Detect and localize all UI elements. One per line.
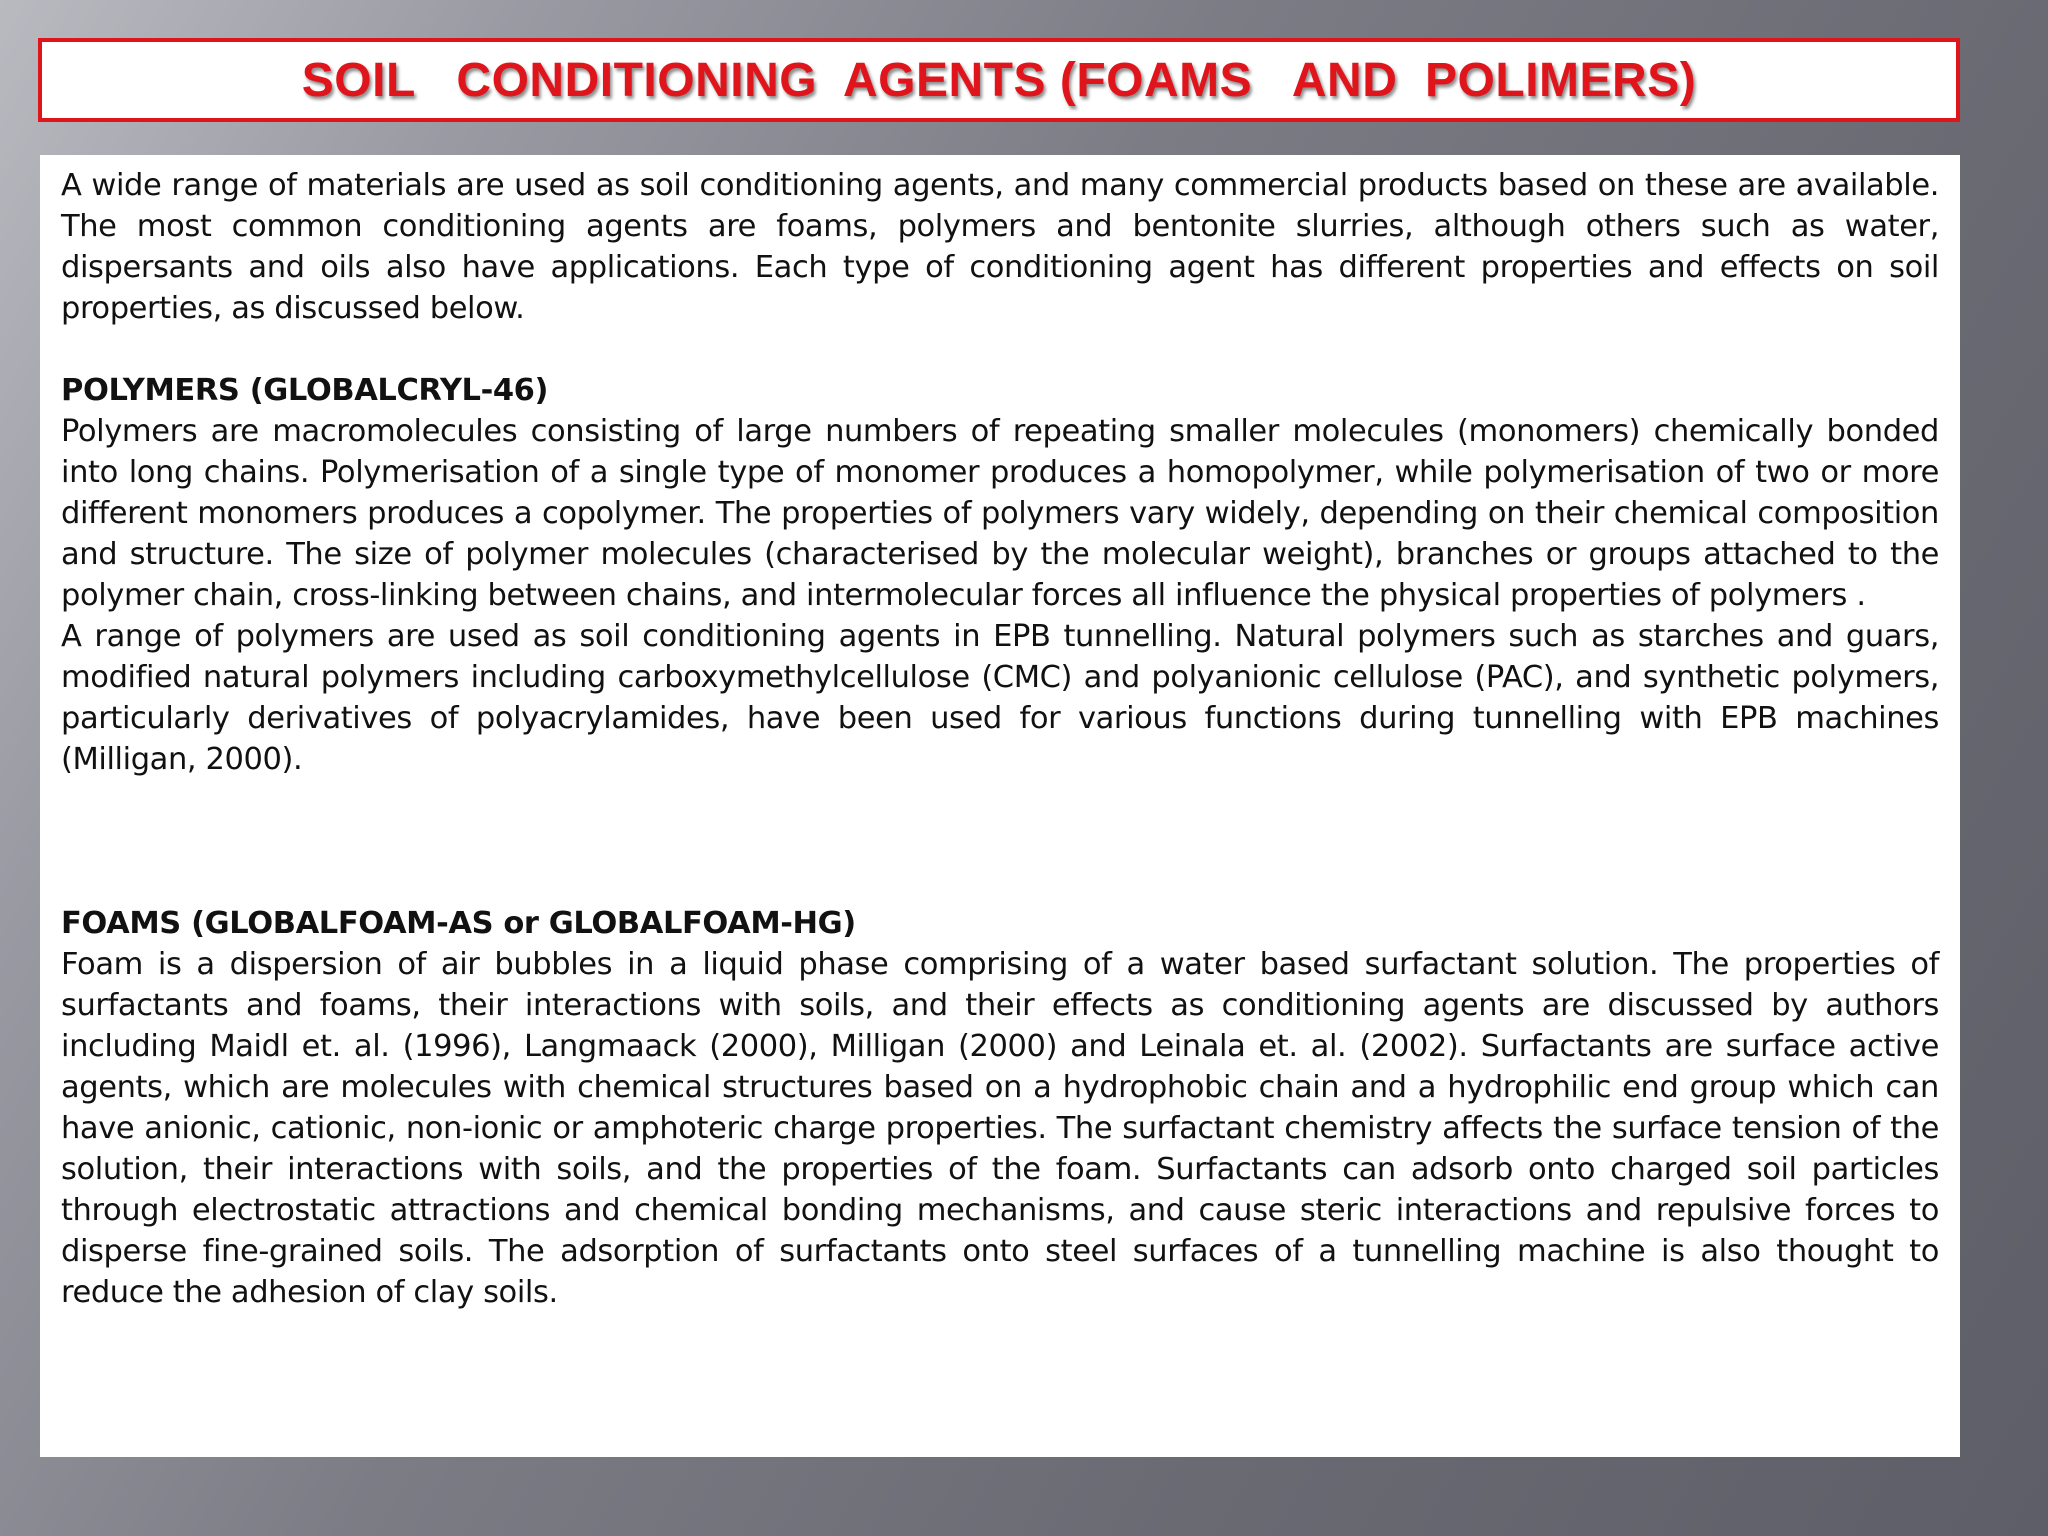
title-banner <box>38 38 1960 122</box>
content-panel <box>40 155 1960 1457</box>
polymers-paragraph-2: A range of polymers are used as soil conditioning agents in EPB tunnelling. Natural polymers such as starches and guars, modified natural polymers including carboxymethylcellulose (CMC) and polyanionic cellulose (PAC), and synthetic polymers, particularly derivatives of polyacrylamides, have been used for various functions during tunnelling with EPB machines (Milligan, 2000). <box>61 619 1939 777</box>
spacer <box>61 329 1939 370</box>
polymers-heading: POLYMERS (GLOBALCRYL-46) <box>61 373 549 408</box>
foams-heading: FOAMS (GLOBALFOAM-AS or GLOBALFOAM-HG) <box>61 906 856 941</box>
slide-title: SOIL CONDITIONING AGENTS (FOAMS AND POLIMERS) <box>301 53 1697 107</box>
foams-paragraph: Foam is a dispersion of air bubbles in a liquid phase comprising of a water based surfactant solution. The properties of surfactants and foams, their interactions with soils, and their effects as conditioning agents are discussed by authors including Maidl et. al. (1996), Langmaack (2000), Milligan (2000) and Leinala et. al. (2002). Surfactants are surface active agents, which are molecules with chemical structures based on a hydrophobic chain and a hydrophilic end group which can have anionic, cationic, non-ionic or amphoteric charge properties. The surfactant chemistry affects the surface tension of the solution, their interactions with soils, and the properties of the foam. Surfactants can adsorb onto charged soil particles through electrostatic attractions and chemical bonding mechanisms, and cause steric interactions and repulsive forces to disperse fine-grained soils. The adsorption of surfactants onto steel surfaces of a tunnelling machine is also thought to reduce the adhesion of clay soils. <box>61 947 1939 1310</box>
intro-paragraph: A wide range of materials are used as soil conditioning agents, and many commercial products based on these are available. The most common conditioning agents are foams, polymers and bentonite slurries, although others such as water, dispersants and oils also have applications. Each type of conditioning agent has different properties and effects on soil properties, as discussed below. <box>61 168 1939 326</box>
spacer <box>61 780 1939 903</box>
polymers-paragraph-1: Polymers are macromolecules consisting of large numbers of repeating smaller molecules (monomers) chemically bonded into long chains. Polymerisation of a single type of monomer produces a homopolymer, while polymerisation of two or more different monomers produces a copolymer. The properties of polymers vary widely, depending on their chemical composition and structure. The size of polymer molecules (characterised by the molecular weight), branches or groups attached to the polymer chain, cross-linking between chains, and intermolecular forces all influence the physical properties of polymers . <box>61 414 1939 613</box>
